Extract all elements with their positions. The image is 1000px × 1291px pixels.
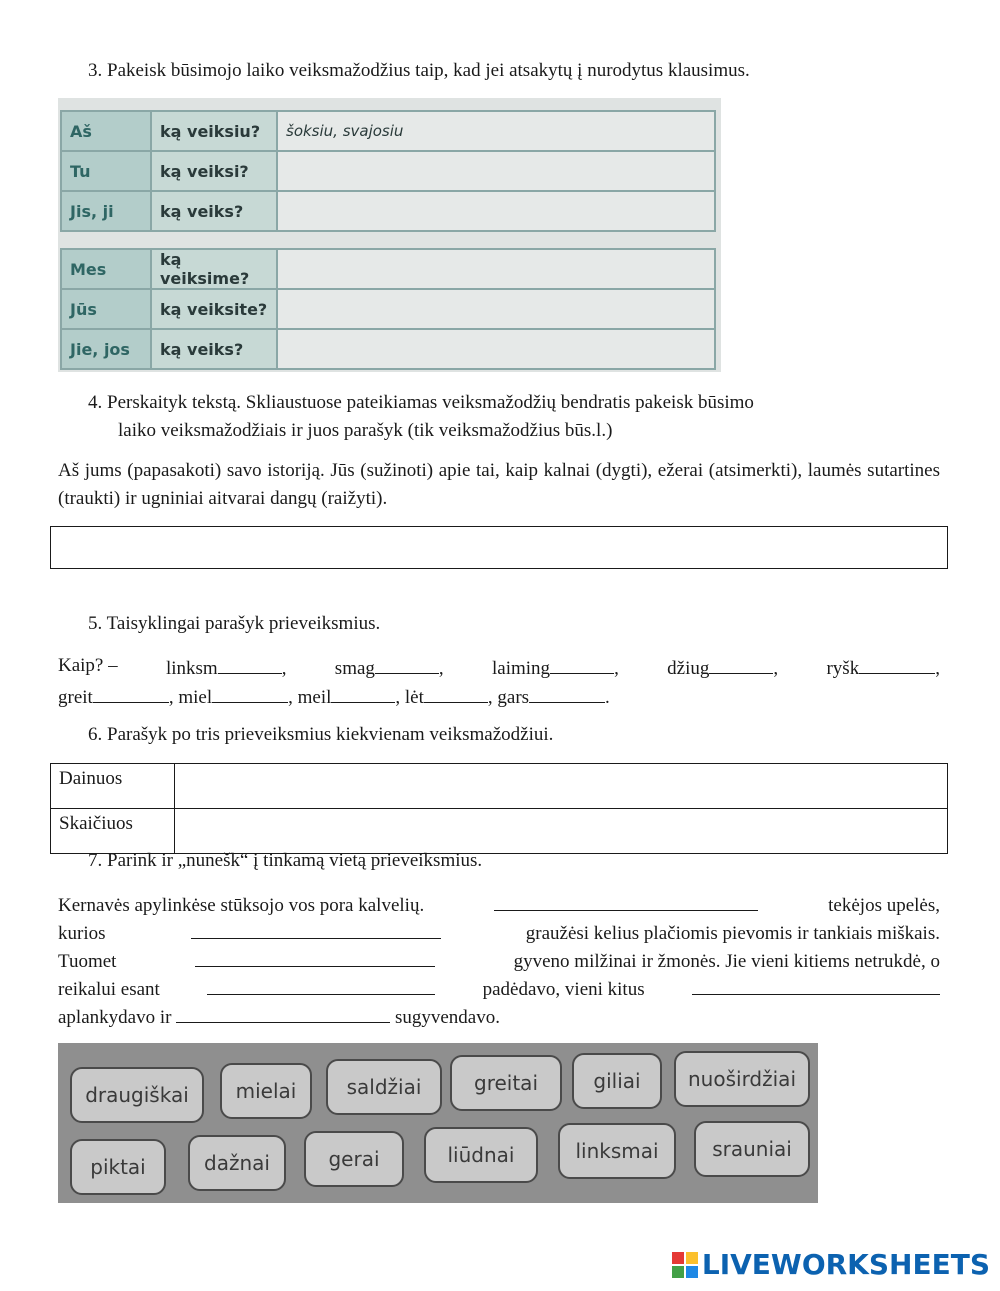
adverb-item: linksm , — [166, 655, 286, 680]
task4-title-line2: laiko veiksmažodžiais ir juos parašyk (tik veiksmažodžius būs.l.) — [118, 420, 613, 441]
word-card[interactable]: saldžiai — [326, 1059, 442, 1115]
table-row — [61, 191, 715, 231]
word-card[interactable]: dažnai — [188, 1135, 286, 1191]
task7-line: Tuomet gyveno milžinai ir žmonės. Jie vieni kitiems netrukdė, o — [58, 948, 940, 976]
drop-blank[interactable] — [176, 1004, 390, 1023]
task4-title — [88, 389, 940, 445]
drop-blank[interactable] — [191, 920, 441, 939]
liveworksheets-logo — [672, 1248, 990, 1281]
task6-title: 6. Parašyk po tris prieveiksmius kiekvienam veiksmažodžiui. — [88, 724, 554, 745]
task7-line: aplankydavo ir sugyvendavo. — [58, 1004, 940, 1032]
task5-title: 5. Taisyklingai parašyk prieveiksmius. — [88, 613, 381, 634]
task7-line: Kernavės apylinkėse stūksojo vos pora kalvelių. tekėjos upelės, — [58, 892, 940, 920]
task4-title-line1: 4. Perskaityk tekstą. Skliaustuose pateikiamas veiksmažodžių bendratis pakeisk būsimo — [88, 392, 754, 413]
table-row — [61, 329, 715, 369]
pronoun-cell: Jūs — [61, 289, 151, 329]
verb-cell: Dainuos — [51, 764, 175, 809]
answer-cell[interactable] — [277, 249, 715, 289]
adverb-item: laiming , — [492, 655, 619, 680]
table-row — [51, 809, 948, 854]
drop-blank[interactable] — [207, 976, 435, 995]
task5-lead: Kaip? – — [58, 655, 118, 676]
task7-title: 7. Parink ir „nunešk“ į tinkamą vietą prieveiksmius. — [88, 850, 483, 871]
adverb-item: džiug , — [667, 655, 778, 680]
adverb-item: miel , — [178, 687, 293, 708]
table-row — [51, 764, 948, 809]
logo-mark-icon — [672, 1252, 698, 1278]
adverbs-answer-cell[interactable] — [175, 809, 948, 854]
question-cell: ką veiksi? — [151, 151, 277, 191]
task7-line: kurios graužėsi kelius plačiomis pievomis ir tankiais miškais. — [58, 920, 940, 948]
pronoun-cell: Aš — [61, 111, 151, 151]
question-cell: ką veiks? — [151, 329, 277, 369]
task5-line2 — [58, 684, 610, 709]
adverb-blank[interactable] — [424, 684, 488, 703]
adverb-blank[interactable] — [375, 655, 439, 674]
task6-table — [50, 763, 948, 854]
question-cell: ką veiksite? — [151, 289, 277, 329]
conjugation-table-bottom — [60, 248, 716, 370]
word-card[interactable]: piktai — [70, 1139, 166, 1195]
answer-cell[interactable] — [277, 191, 715, 231]
task7-line: reikalui esant padėdavo, vieni kitus — [58, 976, 940, 1004]
question-cell: ką veiks? — [151, 191, 277, 231]
word-card[interactable]: mielai — [220, 1063, 312, 1119]
table-row — [61, 249, 715, 289]
adverb-blank[interactable] — [93, 684, 169, 703]
task4-answer-input[interactable] — [50, 526, 948, 569]
adverb-blank[interactable] — [212, 684, 288, 703]
answer-cell[interactable] — [277, 329, 715, 369]
word-card[interactable]: srauniai — [694, 1121, 810, 1177]
word-card[interactable]: draugiškai — [70, 1067, 204, 1123]
answer-cell[interactable] — [277, 151, 715, 191]
task4-text: Aš jums (papasakoti) savo istoriją. Jūs (sužinoti) apie tai, kaip kalnai (dygti), ežerai (atsimerkti), laumės sutartines (traukti) ir ugniniai aitvarai dangų (raižyti). — [58, 460, 940, 509]
table-row — [61, 151, 715, 191]
word-card[interactable]: gerai — [304, 1131, 404, 1187]
pronoun-cell: Tu — [61, 151, 151, 191]
adverb-item: greit , — [58, 687, 174, 708]
adverb-blank[interactable] — [529, 684, 605, 703]
adverb-item: ryšk , — [826, 655, 939, 680]
word-card[interactable]: liūdnai — [424, 1127, 538, 1183]
pronoun-cell: Jis, ji — [61, 191, 151, 231]
verb-cell: Skaičiuos — [51, 809, 175, 854]
drop-blank[interactable] — [692, 976, 940, 995]
answer-cell[interactable]: šoksiu, svajosiu — [277, 111, 715, 151]
adverb-blank[interactable] — [331, 684, 395, 703]
conjugation-table-top — [60, 110, 716, 232]
table-row — [61, 111, 715, 151]
drop-blank[interactable] — [494, 892, 758, 911]
adverb-blank[interactable] — [709, 655, 773, 674]
adverb-blank[interactable] — [218, 655, 282, 674]
adverbs-answer-cell[interactable] — [175, 764, 948, 809]
answer-cell[interactable] — [277, 289, 715, 329]
adverb-blank[interactable] — [859, 655, 935, 674]
word-card[interactable]: nuoširdžiai — [674, 1051, 810, 1107]
conjugation-table-photo — [58, 98, 721, 372]
word-card[interactable]: linksmai — [558, 1123, 676, 1179]
task7-text — [58, 892, 940, 1032]
question-cell: ką veiksime? — [151, 249, 277, 289]
adverb-item: gars . — [497, 687, 609, 708]
question-cell: ką veiksiu? — [151, 111, 277, 151]
pronoun-cell: Mes — [61, 249, 151, 289]
adverb-item: lėt , — [405, 687, 493, 708]
table-row — [61, 289, 715, 329]
adverb-item: smag , — [335, 655, 444, 680]
adverb-blank[interactable] — [550, 655, 614, 674]
task3-title: 3. Pakeisk būsimojo laiko veiksmažodžius taip, kad jei atsakytų į nurodytus klausimus. — [88, 60, 750, 81]
word-cards-photo — [58, 1043, 818, 1203]
logo-text: LIVEWORKSHEETS — [701, 1248, 990, 1281]
pronoun-cell: Jie, jos — [61, 329, 151, 369]
adverb-item: meil , — [298, 687, 401, 708]
task5-line1 — [58, 655, 940, 680]
word-card[interactable]: greitai — [450, 1055, 562, 1111]
word-card[interactable]: giliai — [572, 1053, 662, 1109]
drop-blank[interactable] — [195, 948, 435, 967]
